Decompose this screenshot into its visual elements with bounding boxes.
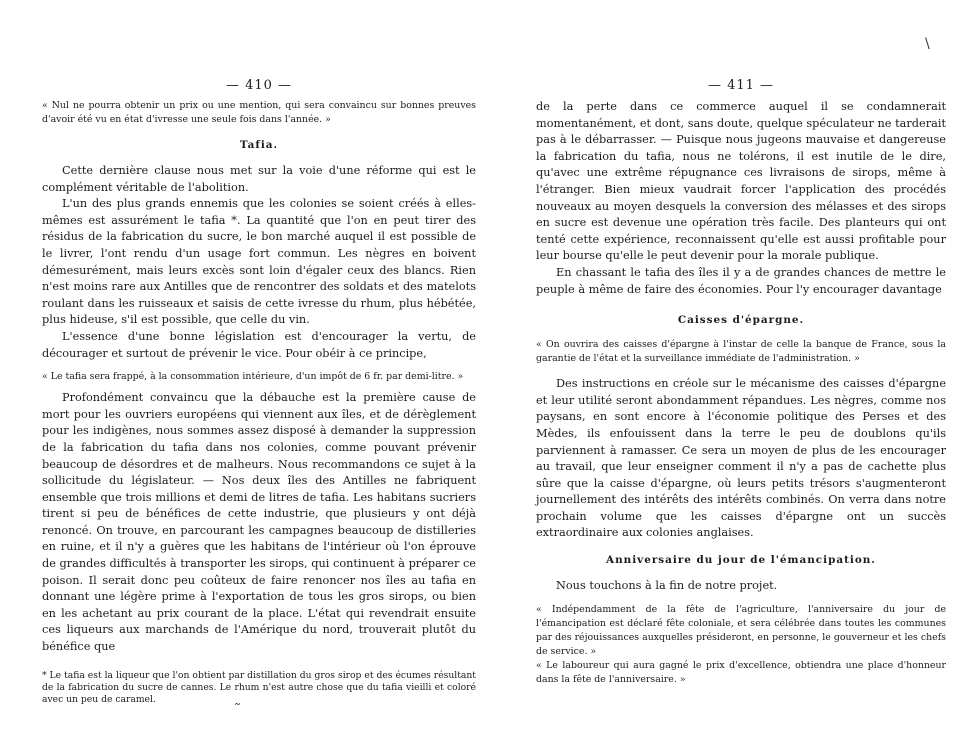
decree-note: « Nul ne pourra obtenir un prix ou une mention, qui sera convaincu sur bonnes preuves d'avoir été vu en état d'ivresse une seule fois dans l'année. » bbox=[42, 100, 476, 125]
paragraph: Cette dernière clause nous met sur la voie d'une réforme qui est le complément véritable de l'abolition. bbox=[42, 164, 476, 194]
page-number: — 410 — bbox=[225, 78, 293, 93]
footnote: * Le tafia est la liqueur que l'on obtient par distillation du gros sirop et des écumes résultant de la fabrication du sucre de cannes. Le rhum n'est autre chose que du tafia vieilli et coloré avec un peu de caramel. bbox=[42, 669, 476, 705]
paragraph: Profondément convaincu que la débauche est la première cause de mort pour les ouvriers européens qui viennent aux îles, et de dérèglement pour les indigènes, nous sommes assez disposé à demander la suppression de la fabrication du tafia dans nos colonies, comme pouvant prévenir beaucoup de désordres et de malheurs. Nous recommandons ce sujet à la sollicitude du législateur. — Nos deux îles des Antilles ne fabriquent ensemble que trois millions et demi de litres de tafia. Les habitans sucriers tirent si peu de bénéfices de cette industrie, que plusieurs y ont déjà renoncé. On trouve, en parcourant les campagnes beaucoup de distilleries en ruine, et il n'y a guères que les habitans de l'intérieur où l'on éprouve de grandes difficultés à transporter les sirops, qui continuent à préparer ce poison. Il serait donc peu coûteux de faire renoncer nos îles au tafia en donnant une légère prime à l'exportation de tous les gros sirops, ou bien en les achetant au prix courant de la place. L'état qui revendrait ensuite ces liqueurs aux marchands de l'Amérique du nord, trouverait plutôt du bénéfice que bbox=[42, 391, 476, 654]
section-heading: Tafia. bbox=[239, 139, 279, 151]
decree-note: « On ouvrira des caisses d'épargne à l'instar de celle la banque de France, sous la garantie de l'état et la surveillance immédiate de l'administration. » bbox=[536, 339, 946, 365]
scan-mark-icon: ˜ bbox=[234, 702, 241, 718]
scan-mark-icon: \ bbox=[925, 36, 930, 52]
paragraph: L'essence d'une bonne législation est d'encourager la vertu, de décourager et surtout de prévenir le vice. Pour obéir à ce principe, bbox=[42, 329, 476, 360]
paragraph: Nous touchons à la fin de notre projet. bbox=[556, 579, 778, 593]
paragraph: de la perte dans ce commerce auquel il se condamnerait momentanément, et dont, sans doute, quelque spéculateur ne tarderait pas à le débarrasser. — Puisque nous jugeons mauvaise et dangereuse la fabrication du tafia, nous ne tolérons, il est inutile de le dire, qu'avec une extrême répugnance ces livraisons de sirops, même à l'étranger. Bien mieux vaudrait forcer l'application des procédés nouveaux au moyen desquels la conversion des mélasses et des sirops en sucre est devenue une opération très facile. Des planteurs qui ont tenté cette expérience, reconnaissent qu'elle est aussi profitable pour leur bourse qu'elle le peut devenir pour la morale publique. bbox=[536, 100, 946, 263]
section-heading: Anniversaire du jour de l'émancipation. bbox=[606, 554, 876, 567]
right-page bbox=[490, 0, 980, 746]
page-number: — 411 — bbox=[707, 78, 775, 93]
paragraph: En chassant le tafia des îles il y a de grandes chances de mettre le peuple à même de faire des économies. Pour l'y encourager davantage bbox=[536, 265, 946, 296]
decree-note: « Le tafia sera frappé, à la consommation intérieure, d'un impôt de 6 fr. par demi-litre. » bbox=[42, 371, 464, 383]
section-heading: Caisses d'épargne. bbox=[677, 314, 805, 327]
paragraph: L'un des plus grands ennemis que les colonies se soient créés à elles-mêmes est assurément le tafia *. La quantité que l'on en peut tirer des résidus de la fabrication du sucre, le bon marché auquel il est possible de le livrer, l'ont rendu d'un usage fort commun. Les nègres en boivent démesurément, mais leurs excès sont loin d'égaler ceux des blancs. Rien n'est moins rare aux Antilles que de rencontrer des soldats et des matelots roulant dans les ruisseaux et saisis de cette ivresse du rhum, plus hébétée, plus hideuse, s'il est possible, que celle du vin. bbox=[42, 197, 476, 327]
decree-note: « Le laboureur qui aura gagné le prix d'excellence, obtiendra une place d'honneur dans la fête de l'anniversaire. » bbox=[536, 659, 946, 685]
decree-note: « Indépendamment de la fête de l'agriculture, l'anniversaire du jour de l'émancipation est déclaré fête coloniale, et sera célébrée dans toutes les communes par des réjouissances auxquelles présideront, en personne, le gouverneur et les chefs de service. » bbox=[536, 603, 946, 657]
paragraph: Des instructions en créole sur le mécanisme des caisses d'épargne et leur utilité seront abondamment répandues. Les nègres, comme nos paysans, en sont encore à l'économie politique des Perses et des Mèdes, ils enfouissent dans la terre le peu de doublons qu'ils parviennent à ramasser. Ce sera un moyen de plus de les encourager au travail, que leur enseigner comment il n'y a pas de cachette plus sûre que la caisse d'épargne, où leurs petits trésors s'augmenteront journellement des intérêts des intérêts combinés. On verra dans notre prochain volume que les caisses d'épargne ont un succès extraordinaire aux colonies anglaises. bbox=[536, 377, 946, 540]
